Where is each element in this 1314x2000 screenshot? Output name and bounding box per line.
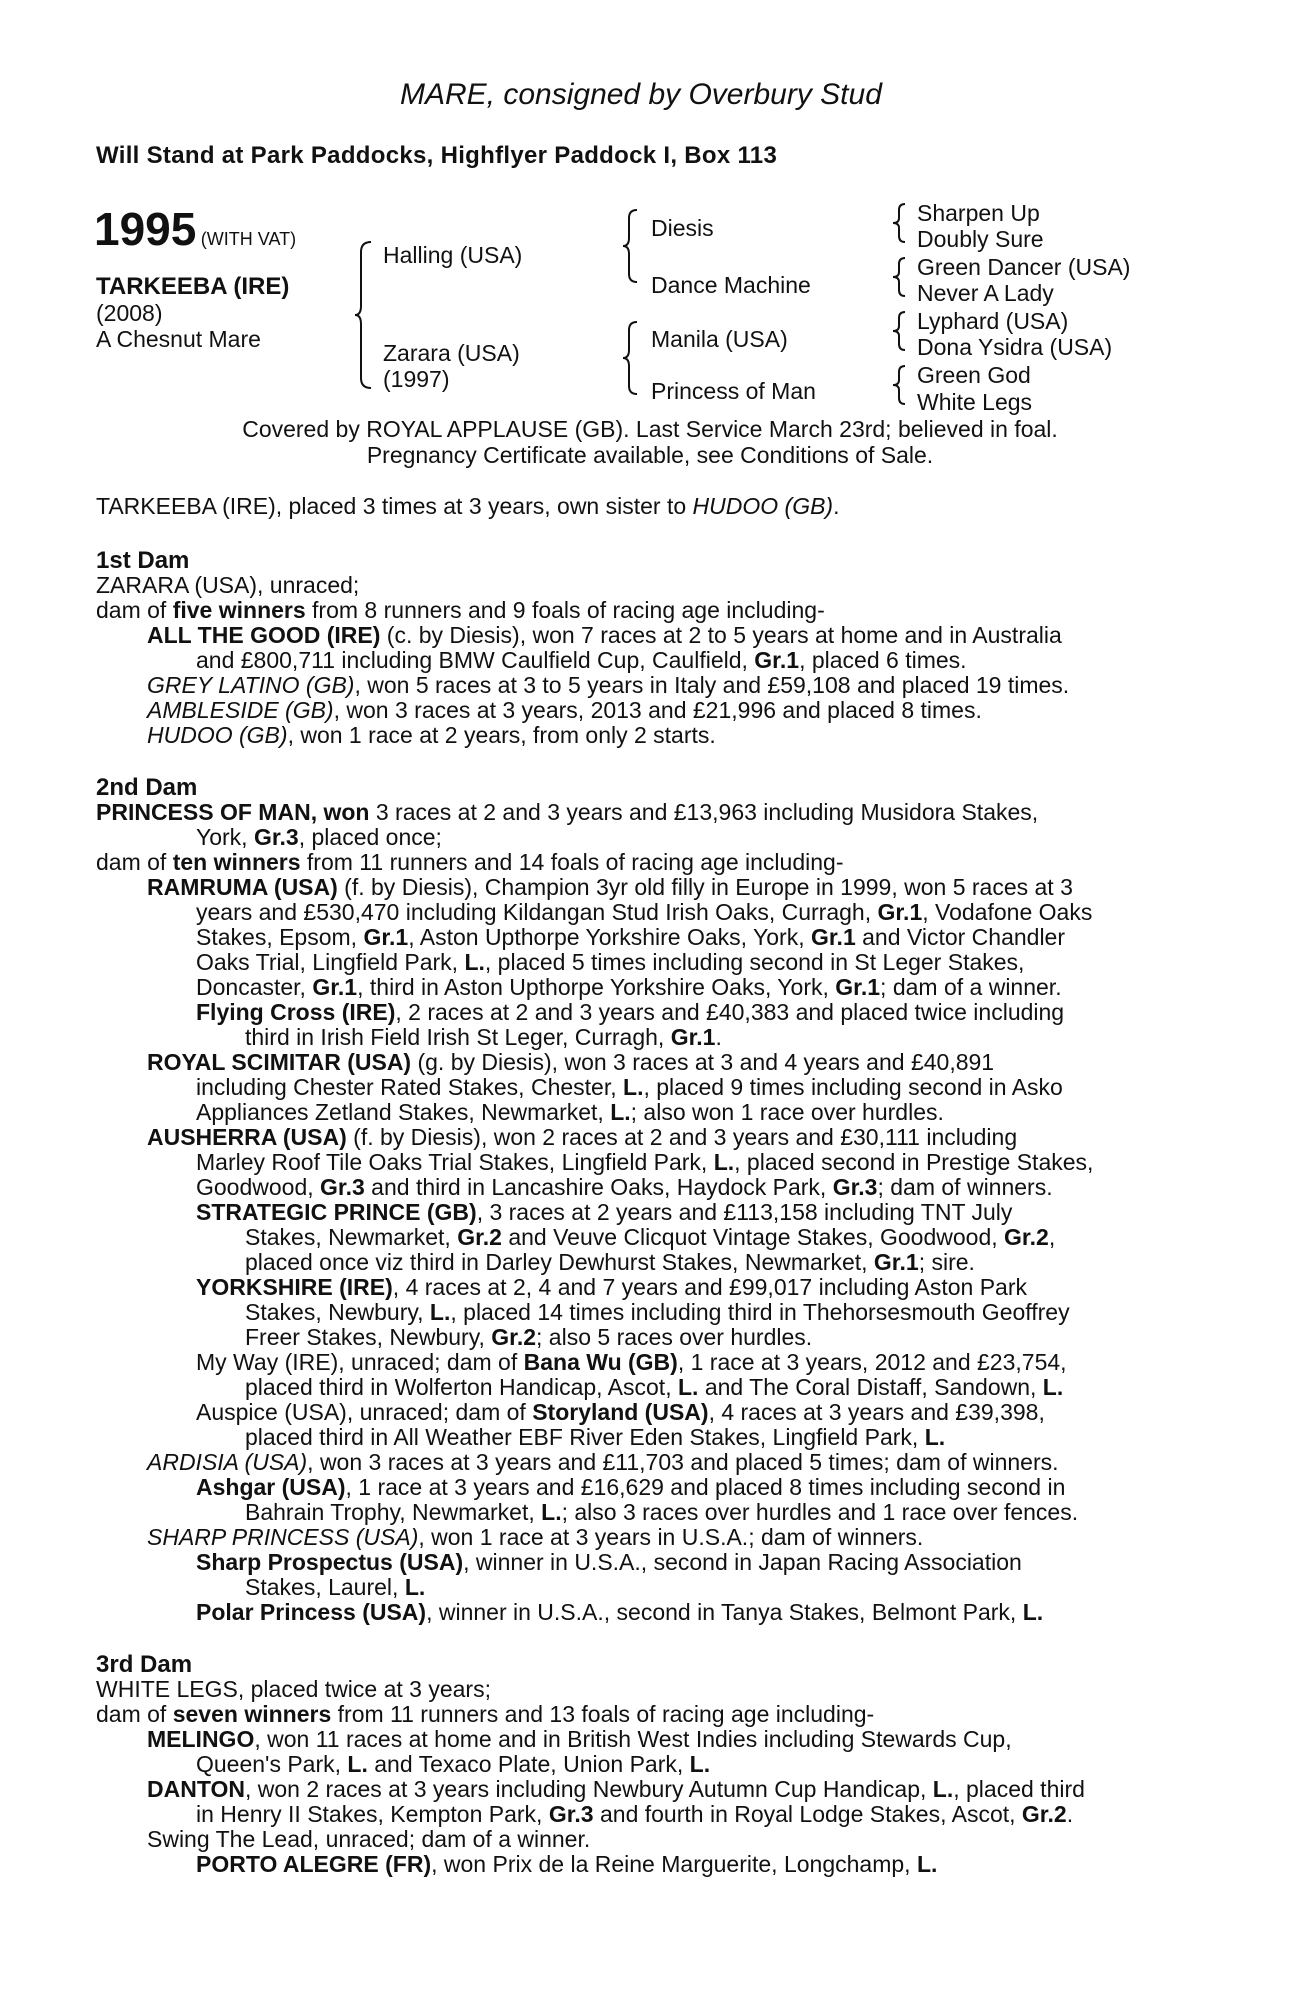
- progeny-line: placed once viz third in Darley Dewhurst Stakes, Newmarket, Gr.1; sire.: [245, 1249, 975, 1275]
- progeny-line: in Henry II Stakes, Kempton Park, Gr.3 and fourth in Royal Lodge Stakes, Ascot, Gr.2.: [196, 1801, 1074, 1827]
- pedigree-gen3-3: Green Dancer (USA): [917, 254, 1131, 280]
- progeny-line: Stakes, Newbury, L., placed 14 times including third in Thehorsesmouth Geoffrey: [245, 1299, 1070, 1325]
- progeny-line: third in Irish Field Irish St Leger, Curragh, Gr.1.: [245, 1024, 722, 1050]
- summary-line: TARKEEBA (IRE), placed 3 times at 3 years, own sister to HUDOO (GB).: [96, 493, 840, 519]
- progeny-line: ROYAL SCIMITAR (USA) (g. by Diesis), won 3 races at 3 and 4 years and £40,891: [147, 1049, 995, 1075]
- progeny-line: Swing The Lead, unraced; dam of a winner.: [147, 1826, 591, 1852]
- progeny-line: MELINGO, won 11 races at home and in British West Indies including Stewards Cup,: [147, 1726, 1012, 1752]
- progeny-line: Stakes, Newmarket, Gr.2 and Veuve Clicquot Vintage Stakes, Goodwood, Gr.2,: [245, 1224, 1056, 1250]
- pedigree-dam-sire: Manila (USA): [651, 326, 788, 352]
- progeny-line: Appliances Zetland Stakes, Newmarket, L.; also won 1 race over hurdles.: [196, 1099, 944, 1125]
- progeny-line: AUSHERRA (USA) (f. by Diesis), won 2 races at 2 and 3 years and £30,111 including: [147, 1124, 1018, 1150]
- pedigree-gen3-2: Doubly Sure: [917, 226, 1044, 252]
- pedigree-dam-dam: Princess of Man: [651, 378, 816, 404]
- pedigree-gen3-4: Never A Lady: [917, 280, 1054, 306]
- progeny-line: Oaks Trial, Lingfield Park, L., placed 5 times including second in St Leger Stakes,: [196, 949, 1025, 975]
- progeny-line: Bahrain Trophy, Newmarket, L.; also 3 races over hurdles and 1 race over fences.: [245, 1499, 1079, 1525]
- pedigree-dam-year: (1997): [383, 366, 450, 392]
- progeny-line: Sharp Prospectus (USA), winner in U.S.A., second in Japan Racing Association: [196, 1549, 1022, 1575]
- pedigree-brace-ss: [893, 202, 909, 244]
- progeny-line: placed third in Wolferton Handicap, Ascot, L. and The Coral Distaff, Sandown, L.: [245, 1374, 1064, 1400]
- second-dam-line: PRINCESS OF MAN, won 3 races at 2 and 3 years and £13,963 including Musidora Stakes,: [96, 799, 1039, 825]
- pedigree-gen3-6: Dona Ysidra (USA): [917, 334, 1113, 360]
- pedigree-brace-main: [355, 240, 375, 390]
- progeny-line: Auspice (USA), unraced; dam of Storyland (USA), 4 races at 3 years and £39,398,: [196, 1399, 1045, 1425]
- third-dam-summary: dam of seven winners from 11 runners and 13 foals of racing age including-: [96, 1701, 875, 1727]
- horse-name: TARKEEBA (IRE): [96, 273, 290, 300]
- progeny-line: Stakes, Laurel, L.: [245, 1574, 426, 1600]
- stand-location: Will Stand at Park Paddocks, Highflyer Paddock I, Box 113: [96, 142, 778, 169]
- covered-line-2: Pregnancy Certificate available, see Conditions of Sale.: [366, 442, 934, 468]
- third-dam-line: WHITE LEGS, placed twice at 3 years;: [96, 1676, 491, 1702]
- progeny-line: placed third in All Weather EBF River Eden Stakes, Lingfield Park, L.: [245, 1424, 946, 1450]
- progeny-line: Marley Roof Tile Oaks Trial Stakes, Lingfield Park, L., placed second in Prestige Stakes,: [196, 1149, 1094, 1175]
- second-dam-line: York, Gr.3, placed once;: [196, 824, 442, 850]
- pedigree-brace-ds: [893, 310, 909, 352]
- progeny-line: PORTO ALEGRE (FR), won Prix de la Reine Marguerite, Longchamp, L.: [196, 1851, 938, 1877]
- progeny-line: ARDISIA (USA), won 3 races at 3 years and £11,703 and placed 5 times; dam of winners.: [147, 1449, 1059, 1475]
- horse-description: A Chesnut Mare: [96, 326, 261, 352]
- progeny-line: YORKSHIRE (IRE), 4 races at 2, 4 and 7 years and £99,017 including Aston Park: [196, 1274, 1027, 1300]
- covered-line-1: Covered by ROYAL APPLAUSE (GB). Last Service March 23rd; believed in foal.: [242, 416, 1058, 442]
- vat-note: (WITH VAT): [200, 229, 297, 249]
- progeny-line: Freer Stakes, Newbury, Gr.2; also 5 races over hurdles.: [245, 1324, 813, 1350]
- pedigree-sire-dam: Dance Machine: [651, 272, 811, 298]
- pedigree-brace-dd: [893, 364, 909, 406]
- progeny-line: Doncaster, Gr.1, third in Aston Upthorpe Yorkshire Oaks, York, Gr.1; dam of a winner.: [196, 974, 1062, 1000]
- pedigree-gen3-5: Lyphard (USA): [917, 308, 1069, 334]
- first-dam-heading: 1st Dam: [96, 547, 190, 574]
- progeny-line: SHARP PRINCESS (USA), won 1 race at 3 years in U.S.A.; dam of winners.: [147, 1524, 924, 1550]
- first-dam-summary: dam of five winners from 8 runners and 9 foals of racing age including-: [96, 597, 825, 623]
- second-dam-summary: dam of ten winners from 11 runners and 14 foals of racing age including-: [96, 849, 844, 875]
- pedigree-dam: Zarara (USA): [383, 340, 520, 366]
- progeny-line: RAMRUMA (USA) (f. by Diesis), Champion 3yr old filly in Europe in 1999, won 5 races at 3: [147, 874, 1073, 900]
- pedigree-gen3-1: Sharpen Up: [917, 200, 1040, 226]
- pedigree-sire: Halling (USA): [383, 242, 523, 268]
- second-dam-heading: 2nd Dam: [96, 774, 198, 801]
- horse-year: (2008): [96, 300, 163, 326]
- progeny-line: My Way (IRE), unraced; dam of Bana Wu (GB), 1 race at 3 years, 2012 and £23,754,: [196, 1349, 1067, 1375]
- progeny-line: Goodwood, Gr.3 and third in Lancashire Oaks, Haydock Park, Gr.3; dam of winners.: [196, 1174, 1053, 1200]
- lot-number: 1995: [94, 203, 197, 255]
- progeny-line: Ashgar (USA), 1 race at 3 years and £16,629 and placed 8 times including second in: [196, 1474, 1066, 1500]
- progeny-line: DANTON, won 2 races at 3 years including Newbury Autumn Cup Handicap, L., placed third: [147, 1776, 1085, 1802]
- pedigree-gen3-7: Green God: [917, 362, 1031, 388]
- progeny-line: years and £530,470 including Kildangan Stud Irish Oaks, Curragh, Gr.1, Vodafone Oaks: [196, 899, 1093, 925]
- progeny-line: ALL THE GOOD (IRE) (c. by Diesis), won 7 races at 2 to 5 years at home and in Australia: [147, 622, 1062, 648]
- progeny-line: Flying Cross (IRE), 2 races at 2 and 3 years and £40,383 and placed twice including: [196, 999, 1065, 1025]
- pedigree-brace-sd: [893, 256, 909, 298]
- progeny-line: including Chester Rated Stakes, Chester, L., placed 9 times including second in Asko: [196, 1074, 1063, 1100]
- pedigree-sire-sire: Diesis: [651, 215, 714, 241]
- progeny-line: Stakes, Epsom, Gr.1, Aston Upthorpe Yorkshire Oaks, York, Gr.1 and Victor Chandler: [196, 924, 1066, 950]
- pedigree-gen3-8: White Legs: [917, 389, 1033, 415]
- progeny-line: HUDOO (GB), won 1 race at 2 years, from only 2 starts.: [147, 722, 716, 748]
- progeny-line: STRATEGIC PRINCE (GB), 3 races at 2 years and £113,158 including TNT July: [196, 1199, 1013, 1225]
- progeny-line: GREY LATINO (GB), won 5 races at 3 to 5 years in Italy and £59,108 and placed 19 times.: [147, 672, 1070, 698]
- progeny-line: Queen's Park, L. and Texaco Plate, Union Park, L.: [196, 1751, 711, 1777]
- pedigree-brace-sire: [623, 208, 641, 284]
- progeny-line: Polar Princess (USA), winner in U.S.A., second in Tanya Stakes, Belmont Park, L.: [196, 1599, 1044, 1625]
- progeny-line: and £800,711 including BMW Caulfield Cup, Caulfield, Gr.1, placed 6 times.: [196, 647, 967, 673]
- page-title: MARE, consigned by Overbury Stud: [400, 78, 882, 111]
- pedigree-brace-dam: [623, 320, 641, 396]
- lot-number-row: [94, 202, 296, 256]
- first-dam-line: ZARARA (USA), unraced;: [96, 572, 360, 598]
- progeny-line: AMBLESIDE (GB), won 3 races at 3 years, 2013 and £21,996 and placed 8 times.: [147, 697, 982, 723]
- third-dam-heading: 3rd Dam: [96, 1651, 193, 1678]
